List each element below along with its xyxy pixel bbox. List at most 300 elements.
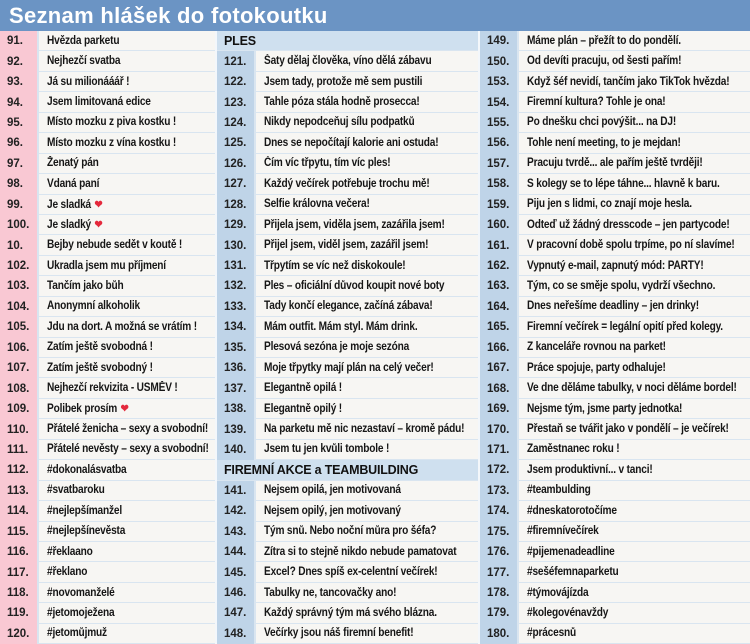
item-text-cell (519, 31, 750, 50)
item-text-cell (519, 133, 750, 152)
item-text-cell (519, 542, 750, 561)
item-text-cell (519, 154, 750, 173)
item-number: 141. (217, 481, 254, 501)
item-text-cell (519, 276, 750, 295)
item-number: 140. (217, 440, 254, 460)
item-text: #firemnívečírek (527, 525, 599, 538)
list-item (480, 195, 750, 215)
item-number: 94. (0, 92, 37, 112)
item-text: Excel? Dnes spíš ex-celentní večírek! (264, 566, 438, 579)
item-number: 148. (217, 624, 254, 644)
item-text: Jsem produktivní... v tanci! (527, 463, 653, 476)
list-item (480, 51, 750, 71)
item-number: 120. (0, 624, 37, 644)
item-number: 100. (0, 215, 37, 235)
item-text-cell (256, 72, 478, 91)
item-text-cell (39, 419, 215, 438)
list-item (480, 31, 750, 51)
item-number: 129. (217, 215, 254, 235)
item-text-cell (519, 378, 750, 397)
item-number: 99. (0, 195, 37, 215)
item-text: #svatbaroku (47, 484, 105, 497)
item-text: Piju jen s lidmi, co znají moje hesla. (527, 198, 692, 211)
item-text-cell (39, 501, 215, 520)
list-item (480, 317, 750, 337)
item-number: 147. (217, 603, 254, 623)
page-title-bar (0, 0, 750, 31)
item-text-cell (256, 195, 478, 214)
item-number: 171. (480, 440, 517, 460)
item-text-cell (256, 603, 478, 622)
item-number: 112. (0, 460, 37, 480)
item-number: 116. (0, 542, 37, 562)
item-text-cell (256, 624, 478, 643)
item-text-cell (39, 256, 215, 275)
item-text: Jsem tu jen kvůli tombole ! (264, 443, 390, 456)
item-text-cell (519, 501, 750, 520)
item-text-cell (256, 256, 478, 275)
list-item (217, 174, 478, 194)
item-text: Jdu na dort. A možná se vrátím ! (47, 320, 197, 333)
list-item (0, 460, 215, 480)
item-text-cell (256, 133, 478, 152)
item-text-cell (256, 297, 478, 316)
item-number: 134. (217, 317, 254, 337)
item-text-cell (39, 297, 215, 316)
list-item (480, 624, 750, 644)
list-item (480, 419, 750, 439)
item-text-cell (519, 419, 750, 438)
item-text-cell (256, 562, 478, 581)
item-text: Nejhezčí rekvizita - USMĚV ! (47, 382, 178, 395)
heart-icon: ❤ (94, 219, 103, 232)
column-firemni (480, 31, 750, 644)
list-item (217, 215, 478, 235)
list-item (217, 419, 478, 439)
list-item (217, 297, 478, 317)
item-number: 125. (217, 133, 254, 153)
item-text-cell (256, 522, 478, 541)
item-text-cell (256, 154, 478, 173)
item-text-cell (519, 256, 750, 275)
item-text: Místo mozku z piva kostku ! (47, 116, 177, 129)
item-number: 96. (0, 133, 37, 153)
item-text-cell (256, 276, 478, 295)
list-item (217, 195, 478, 215)
list-item (217, 624, 478, 644)
item-number: 161. (480, 235, 517, 255)
item-text: #jetomůjmuž (47, 627, 107, 640)
item-text-cell (519, 583, 750, 602)
list-item (480, 603, 750, 623)
item-text-cell (39, 399, 215, 418)
list-item (0, 338, 215, 358)
item-text: #řeklaano (47, 545, 93, 558)
section-header-row (217, 31, 478, 51)
item-number: 107. (0, 358, 37, 378)
item-number: 121. (217, 51, 254, 71)
section-header: PLES (217, 31, 478, 50)
item-number: 102. (0, 256, 37, 276)
item-number: 111. (0, 440, 37, 460)
item-text-cell (256, 440, 478, 459)
item-text: Tabulky ne, tancovačky ano! (264, 586, 397, 599)
item-text: Práce spojuje, party odhaluje! (527, 361, 666, 374)
list-item (0, 317, 215, 337)
item-text-cell (256, 174, 478, 193)
item-text: #sešéfemnaparketu (527, 566, 619, 579)
item-text-cell (519, 174, 750, 193)
list-item (0, 603, 215, 623)
list-item (0, 235, 215, 255)
item-number: 178. (480, 583, 517, 603)
item-number: 159. (480, 195, 517, 215)
item-text-cell (39, 338, 215, 357)
item-number: 122. (217, 72, 254, 92)
item-number: 143. (217, 522, 254, 542)
item-text-cell (519, 603, 750, 622)
item-text: Nejhezčí svatba (47, 55, 121, 68)
item-text: Na parketu mě nic nezastaví – kromě pádu! (264, 423, 465, 436)
item-text: Jsem tady, protože mě sem pustili (264, 75, 423, 88)
item-number: 131. (217, 256, 254, 276)
item-text-cell (39, 72, 215, 91)
list-item (0, 583, 215, 603)
list-item (217, 113, 478, 133)
item-text-cell (519, 51, 750, 70)
list-item (217, 51, 478, 71)
list-item (217, 256, 478, 276)
item-number: 177. (480, 562, 517, 582)
list-item (0, 624, 215, 644)
list-item (217, 583, 478, 603)
item-text: Máme plán – přežít to do pondělí. (527, 34, 681, 47)
item-text-cell (519, 195, 750, 214)
item-text: Polibek prosím ❤ (47, 403, 129, 416)
item-text: Zaměstnanec roku ! (527, 443, 620, 456)
item-number: 163. (480, 276, 517, 296)
item-text-cell (39, 174, 215, 193)
item-text-cell (39, 113, 215, 132)
item-number: 136. (217, 358, 254, 378)
item-number: 164. (480, 297, 517, 317)
item-number: 167. (480, 358, 517, 378)
list-item (0, 276, 215, 296)
item-text: Místo mozku z vína kostku ! (47, 136, 177, 149)
item-text-cell (256, 215, 478, 234)
item-text-cell (39, 522, 215, 541)
list-item (0, 501, 215, 521)
item-number: 149. (480, 31, 517, 51)
heart-icon: ❤ (94, 198, 103, 211)
item-text: #teambulding (527, 484, 591, 497)
item-number: 173. (480, 481, 517, 501)
list-item (480, 501, 750, 521)
item-number: 139. (217, 419, 254, 439)
item-text: #nejlepšímanžel (47, 504, 122, 517)
item-text: Je sladký ❤ (47, 219, 103, 232)
item-text: Bejby nebude sedět v koutě ! (47, 239, 183, 252)
list-item (217, 562, 478, 582)
list-item (480, 542, 750, 562)
item-text-cell (519, 562, 750, 581)
item-text-cell (256, 92, 478, 111)
column-wedding (0, 31, 215, 644)
item-number: 157. (480, 154, 517, 174)
item-text: Mám outfit. Mám styl. Mám drink. (264, 320, 418, 333)
item-text: Večírky jsou náš firemní benefit! (264, 627, 414, 640)
item-number: 137. (217, 378, 254, 398)
item-text: Zatím ještě svobodný ! (47, 361, 153, 374)
item-text-cell (256, 358, 478, 377)
item-text: Třpytím se víc než diskokoule! (264, 259, 406, 272)
list-item (0, 133, 215, 153)
item-number: 154. (480, 92, 517, 112)
item-text-cell (519, 92, 750, 111)
list-item (480, 256, 750, 276)
item-text: Přestaň se tvářit jako v pondělí – je večírek! (527, 423, 729, 436)
item-text-cell (39, 195, 215, 214)
list-item (480, 215, 750, 235)
item-number: 142. (217, 501, 254, 521)
item-text-cell (39, 562, 215, 581)
item-text: Dnes se nepočítají kalorie ani ostuda! (264, 136, 439, 149)
item-number: 176. (480, 542, 517, 562)
item-number: 172. (480, 460, 517, 480)
item-number: 135. (217, 338, 254, 358)
item-text-cell (256, 317, 478, 336)
item-text-cell (256, 51, 478, 70)
item-text: Je sladká ❤ (47, 198, 103, 211)
item-number: 123. (217, 92, 254, 112)
item-text: Plesová sezóna je moje sezóna (264, 341, 410, 354)
item-text: #pijemenadeadline (527, 545, 615, 558)
list-item (480, 378, 750, 398)
item-number: 92. (0, 51, 37, 71)
item-text-cell (519, 317, 750, 336)
item-number: 145. (217, 562, 254, 582)
list-item (0, 195, 215, 215)
list-item (217, 481, 478, 501)
item-text-cell (519, 215, 750, 234)
item-number: 128. (217, 195, 254, 215)
item-number: 174. (480, 501, 517, 521)
item-text: Tady končí elegance, začíná zábava! (264, 300, 433, 313)
item-text-cell (256, 399, 478, 418)
item-text-cell (39, 481, 215, 500)
item-text-cell (39, 542, 215, 561)
item-number: 119. (0, 603, 37, 623)
item-text-cell (39, 133, 215, 152)
item-text-cell (519, 399, 750, 418)
list-item (0, 542, 215, 562)
item-text: #dokonalásvatba (47, 463, 127, 476)
item-text: #nejlepšínevěsta (47, 525, 126, 538)
list-item (480, 481, 750, 501)
list-item (0, 154, 215, 174)
item-text: V pracovní době spolu trpíme, po ní slavíme! (527, 239, 735, 252)
item-text-cell (39, 276, 215, 295)
item-text-cell (256, 338, 478, 357)
list-item (0, 297, 215, 317)
item-text-cell (519, 358, 750, 377)
item-text: Firemní kultura? Tohle je ona! (527, 96, 666, 109)
item-text: Hvězda parketu (47, 34, 120, 47)
list-item (480, 92, 750, 112)
heart-icon: ❤ (120, 403, 129, 416)
list-item (217, 501, 478, 521)
item-number: 93. (0, 72, 37, 92)
item-text: Od devíti pracuju, od šesti pařím! (527, 55, 682, 68)
item-text: Čím víc třpytu, tím víc ples! (264, 157, 391, 170)
item-text: Firemní večírek = legální opití před kolegy. (527, 320, 723, 333)
item-text: Zatím ještě svobodná ! (47, 341, 153, 354)
item-number: 132. (217, 276, 254, 296)
list-item (0, 31, 215, 51)
list-item (480, 113, 750, 133)
item-text: Každý správný tým má svého blázna. (264, 606, 437, 619)
list-item (0, 92, 215, 112)
item-number: 126. (217, 154, 254, 174)
item-text: S kolegy se to lépe táhne... hlavně k baru. (527, 177, 720, 190)
list-item (217, 522, 478, 542)
item-text: #jetomoježena (47, 606, 115, 619)
list-item (217, 276, 478, 296)
item-number: 153. (480, 72, 517, 92)
item-number: 160. (480, 215, 517, 235)
item-text-cell (519, 72, 750, 91)
item-text: Tančím jako bůh (47, 279, 124, 292)
item-number: 97. (0, 154, 37, 174)
item-number: 162. (480, 256, 517, 276)
item-text: Pracuju tvrdě... ale pařím ještě tvrději! (527, 157, 703, 170)
item-text: #týmovájízda (527, 586, 589, 599)
list-item (480, 440, 750, 460)
list-item (480, 174, 750, 194)
list-item (217, 399, 478, 419)
page-title: Seznam hlášek do fotokoutku (9, 2, 328, 28)
item-text: Moje třpytky mají plán na celý večer! (264, 361, 434, 374)
item-text-cell (519, 624, 750, 643)
list-item (0, 378, 215, 398)
list-item (217, 603, 478, 623)
item-text-cell (39, 583, 215, 602)
item-text: Přijel jsem, viděl jsem, zazářil jsem! (264, 239, 429, 252)
item-number: 166. (480, 338, 517, 358)
item-text: #řeklano (47, 566, 88, 579)
item-number: 108. (0, 378, 37, 398)
list-item (217, 542, 478, 562)
item-number: 110. (0, 419, 37, 439)
list-item (0, 256, 215, 276)
item-number: 117. (0, 562, 37, 582)
item-text: Já su milionááář ! (47, 75, 130, 88)
item-text: Vypnutý e-mail, zapnutý mód: PARTY! (527, 259, 704, 272)
item-text-cell (519, 113, 750, 132)
item-text-cell (39, 317, 215, 336)
item-number: 133. (217, 297, 254, 317)
item-text-cell (39, 92, 215, 111)
list-item (217, 235, 478, 255)
item-text-cell (39, 603, 215, 622)
item-text: Tahle póza stála hodně prosecca! (264, 96, 420, 109)
item-text: Nejsem opilý, jen motivovaný (264, 504, 401, 517)
item-text-cell (519, 522, 750, 541)
item-text-cell (519, 440, 750, 459)
list-item (0, 562, 215, 582)
item-number: 104. (0, 297, 37, 317)
list-item (0, 215, 215, 235)
item-text-cell (256, 501, 478, 520)
list-item (0, 481, 215, 501)
item-number: 10. (0, 235, 37, 255)
item-text-cell (519, 235, 750, 254)
item-text: Nejsem opilá, jen motivovaná (264, 484, 401, 497)
column-ples (217, 31, 478, 644)
item-text: Anonymní alkoholik (47, 300, 140, 313)
list-item (480, 522, 750, 542)
item-text: Přijela jsem, viděla jsem, zazářila jsem! (264, 218, 445, 231)
list-item (480, 297, 750, 317)
item-number: 168. (480, 378, 517, 398)
item-text: Tým, co se směje spolu, vydrží všechno. (527, 279, 716, 292)
item-text: Ženatý pán (47, 157, 99, 170)
list-item (217, 358, 478, 378)
item-text-cell (39, 215, 215, 234)
list-item (480, 276, 750, 296)
list-item (0, 72, 215, 92)
list-item (217, 338, 478, 358)
item-text: Zítra si to stejně nikdo nebude pamatovat (264, 545, 457, 558)
item-number: 105. (0, 317, 37, 337)
item-number: 118. (0, 583, 37, 603)
item-text: #dneskatorotočíme (527, 504, 617, 517)
list-item (480, 235, 750, 255)
item-text-cell (256, 481, 478, 500)
list-item (0, 440, 215, 460)
item-text: Šaty dělaj člověka, víno dělá zábavu (264, 55, 432, 68)
item-text-cell (256, 542, 478, 561)
item-text: Když šéf nevidí, tančím jako TikTok hvězda! (527, 75, 730, 88)
item-text-cell (39, 378, 215, 397)
item-text: Nejsme tým, jsme party jednotka! (527, 402, 683, 415)
item-text-cell (256, 113, 478, 132)
item-text: Ples – oficiální důvod koupit nové boty (264, 279, 445, 292)
item-text-cell (256, 235, 478, 254)
item-number: 109. (0, 399, 37, 419)
item-text-cell (39, 624, 215, 643)
item-text: Vdaná paní (47, 177, 100, 190)
list-item (0, 174, 215, 194)
list-item (0, 419, 215, 439)
item-text: #prácesnů (527, 627, 577, 640)
item-text-cell (519, 481, 750, 500)
item-text-cell (39, 51, 215, 70)
item-text: Elegantně opilý ! (264, 402, 342, 415)
list-item (217, 92, 478, 112)
item-number: 91. (0, 31, 37, 51)
item-text-cell (39, 235, 215, 254)
section-header: FIREMNÍ AKCE a TEAMBUILDING (217, 460, 478, 479)
list-item (217, 317, 478, 337)
list-item (480, 72, 750, 92)
item-number: 98. (0, 174, 37, 194)
item-number: 158. (480, 174, 517, 194)
list-item (217, 440, 478, 460)
item-number: 150. (480, 51, 517, 71)
item-number: 114. (0, 501, 37, 521)
item-text-cell (256, 378, 478, 397)
